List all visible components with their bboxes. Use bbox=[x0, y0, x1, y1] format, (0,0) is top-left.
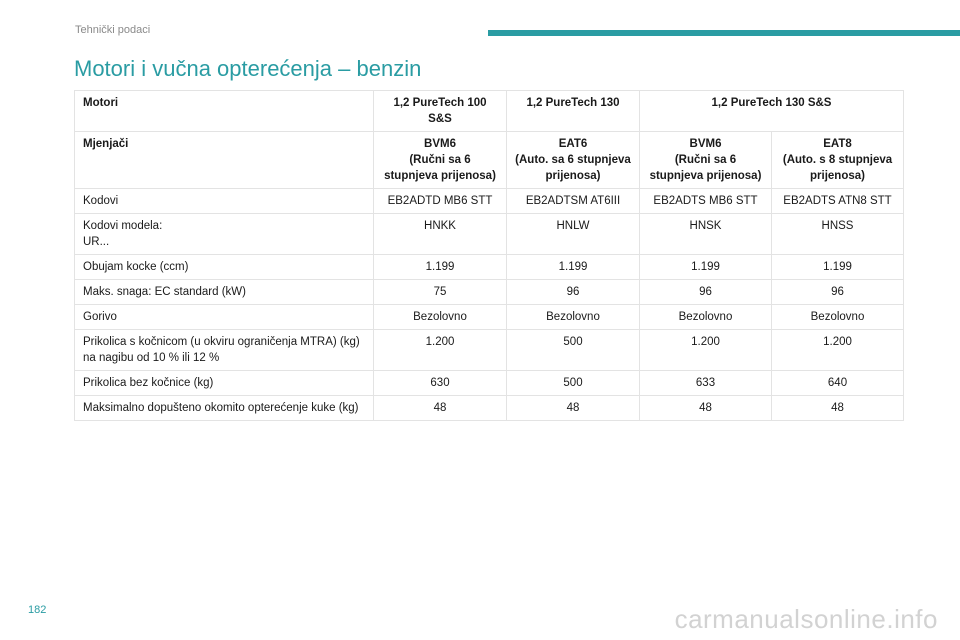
gearbox-row bbox=[75, 132, 904, 189]
cell-value: 1.200 bbox=[772, 330, 904, 371]
cell-value: 96 bbox=[772, 280, 904, 305]
gearbox-cell bbox=[507, 132, 640, 189]
cell-value: 96 bbox=[507, 280, 640, 305]
table-row bbox=[75, 214, 904, 255]
engines-label: Motori bbox=[75, 91, 374, 132]
cell-value: 75 bbox=[374, 280, 507, 305]
cell-value: 1.199 bbox=[507, 255, 640, 280]
gearbox-desc: (Auto. sa 6 stupnjeva prijenosa) bbox=[515, 154, 631, 182]
page-title: Motori i vučna opterećenja – benzin bbox=[74, 56, 422, 81]
accent-bar bbox=[488, 30, 960, 36]
row-label: Gorivo bbox=[75, 305, 374, 330]
cell-value: Bezolovno bbox=[640, 305, 772, 330]
cell-value: 630 bbox=[374, 371, 507, 396]
page-number: 182 bbox=[28, 604, 47, 616]
engine-header: 1,2 PureTech 130 bbox=[507, 91, 640, 132]
table-row bbox=[75, 396, 904, 421]
engine-header: 1,2 PureTech 130 S&S bbox=[640, 91, 904, 132]
cell-value: HNLW bbox=[507, 214, 640, 255]
cell-value: 48 bbox=[640, 396, 772, 421]
table-row bbox=[75, 371, 904, 396]
row-label: Maks. snaga: EC standard (kW) bbox=[75, 280, 374, 305]
row-label-line: Kodovi modela: bbox=[83, 220, 163, 232]
cell-value: EB2ADTSM AT6III bbox=[507, 189, 640, 214]
table-row bbox=[75, 330, 904, 371]
cell-value: 96 bbox=[640, 280, 772, 305]
cell-value: 500 bbox=[507, 371, 640, 396]
cell-value: 1.200 bbox=[640, 330, 772, 371]
table-row bbox=[75, 255, 904, 280]
engine-header: 1,2 PureTech 100 S&S bbox=[374, 91, 507, 132]
cell-value: 1.200 bbox=[374, 330, 507, 371]
gearbox-cell bbox=[772, 132, 904, 189]
table-row bbox=[75, 280, 904, 305]
watermark[interactable]: carmanualsonline.info bbox=[674, 604, 938, 634]
cell-value: 48 bbox=[507, 396, 640, 421]
cell-value: 633 bbox=[640, 371, 772, 396]
cell-value: 48 bbox=[772, 396, 904, 421]
cell-value: 1.199 bbox=[640, 255, 772, 280]
cell-value: HNSS bbox=[772, 214, 904, 255]
gearbox-code: EAT8 bbox=[823, 138, 852, 150]
section-label: Tehnički podaci bbox=[75, 24, 151, 36]
row-label-line: UR... bbox=[83, 236, 110, 248]
row-label bbox=[75, 330, 374, 371]
row-label: Kodovi bbox=[75, 189, 374, 214]
row-label bbox=[75, 214, 374, 255]
gearbox-label: Mjenjači bbox=[75, 132, 374, 189]
cell-value: 640 bbox=[772, 371, 904, 396]
gearbox-desc: (Ručni sa 6 stupnjeva prijenosa) bbox=[649, 154, 762, 182]
row-label-line: na nagibu od 10 % ili 12 % bbox=[83, 352, 220, 364]
cell-value: Bezolovno bbox=[374, 305, 507, 330]
cell-value: HNKK bbox=[374, 214, 507, 255]
cell-value: 1.199 bbox=[374, 255, 507, 280]
gearbox-code: BVM6 bbox=[424, 138, 456, 150]
cell-value: Bezolovno bbox=[507, 305, 640, 330]
cell-value: EB2ADTS MB6 STT bbox=[640, 189, 772, 214]
gearbox-code: BVM6 bbox=[689, 138, 722, 150]
row-label: Obujam kocke (ccm) bbox=[75, 255, 374, 280]
gearbox-desc: (Ručni sa 6 stupnjeva prijenosa) bbox=[384, 154, 496, 182]
gearbox-code: EAT6 bbox=[558, 138, 588, 150]
cell-value: 1.199 bbox=[772, 255, 904, 280]
table-row bbox=[75, 189, 904, 214]
row-label-line: Prikolica s kočnicom (u okviru ograničenja MTRA) (kg) bbox=[83, 336, 360, 348]
row-label: Maksimalno dopušteno okomito opterećenje kuke (kg) bbox=[75, 396, 374, 421]
cell-value: HNSK bbox=[640, 214, 772, 255]
cell-value: Bezolovno bbox=[772, 305, 904, 330]
specs-table bbox=[74, 90, 904, 421]
cell-value: 48 bbox=[374, 396, 507, 421]
cell-value: EB2ADTS ATN8 STT bbox=[772, 189, 904, 214]
table-row bbox=[75, 305, 904, 330]
engines-row bbox=[75, 91, 904, 132]
gearbox-cell bbox=[640, 132, 772, 189]
gearbox-cell bbox=[374, 132, 507, 189]
gearbox-desc: (Auto. s 8 stupnjeva prijenosa) bbox=[782, 154, 893, 182]
row-label: Prikolica bez kočnice (kg) bbox=[75, 371, 374, 396]
cell-value: EB2ADTD MB6 STT bbox=[374, 189, 507, 214]
cell-value: 500 bbox=[507, 330, 640, 371]
